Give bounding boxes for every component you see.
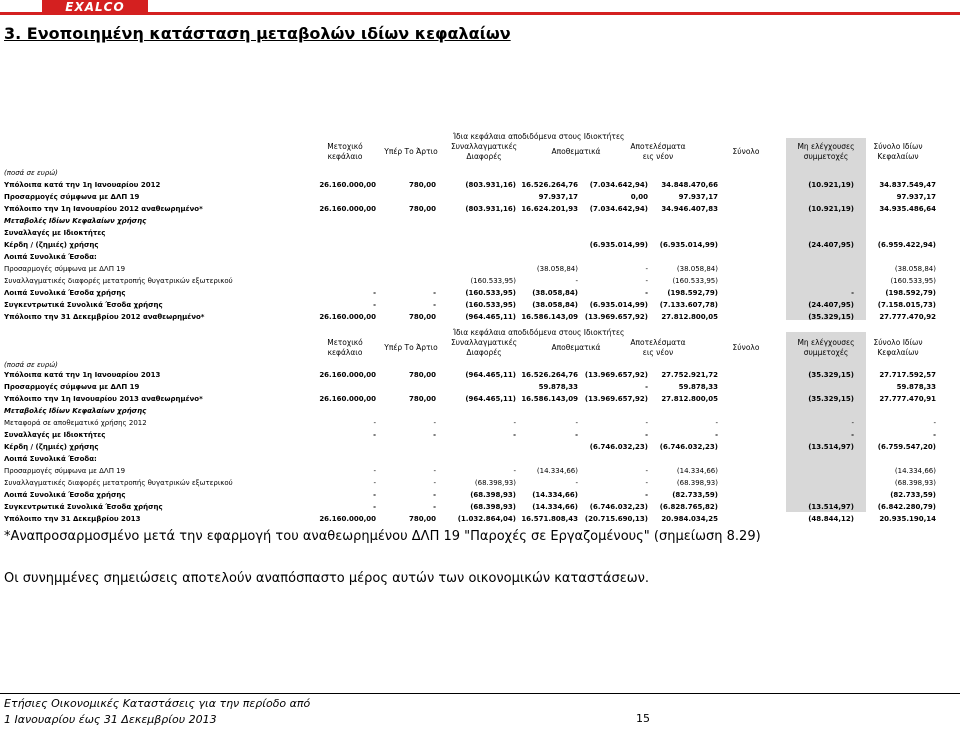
table-row xyxy=(0,288,960,299)
cell-c8: (198.592,79) xyxy=(885,289,936,297)
cell-c2: 780,00 xyxy=(408,313,436,321)
row-label: Λοιπά Συνολικά Έσοδα: xyxy=(4,253,97,261)
row-label: Συγκεντρωτικά Συνολικά Έσοδα χρήσης xyxy=(4,503,163,511)
table-row xyxy=(0,430,960,441)
cell-c1: - xyxy=(373,503,376,511)
cell-c7: (24.407,95) xyxy=(808,241,854,249)
table-row xyxy=(0,442,960,453)
cell-c8: 97.937,17 xyxy=(896,193,936,201)
cell-c5: (6.935.014,99) xyxy=(589,301,648,309)
company-logo: EXALCO xyxy=(42,0,148,15)
cell-c8: - xyxy=(933,419,936,427)
cell-c7: - xyxy=(851,431,854,439)
cell-c8: (82.733,59) xyxy=(890,491,936,499)
table-row xyxy=(0,180,960,191)
cell-c6: 20.984.034,25 xyxy=(661,515,718,523)
cell-c8: 27.777.470,91 xyxy=(879,395,936,403)
col-header-premium: Υπέρ Το Άρτιο xyxy=(384,147,438,156)
table-row xyxy=(0,192,960,203)
col-header-total: Σύνολο xyxy=(732,147,760,156)
table-row xyxy=(0,370,960,381)
row-label: Μεταφορά σε αποθεματικό χρήσης 2012 xyxy=(4,419,147,427)
row-label: Συναλλαγές με Ιδιοκτήτες xyxy=(4,431,106,439)
cell-c6: (68.398,93) xyxy=(676,479,718,487)
cell-c8: - xyxy=(933,431,936,439)
cell-c4: - xyxy=(575,419,578,427)
table-row xyxy=(0,312,960,323)
cell-c5: (7.034.642,94) xyxy=(589,205,648,213)
cell-c4: 97.937,17 xyxy=(538,193,578,201)
cell-c8: 27.717.592,57 xyxy=(879,371,936,379)
cell-c3: (964.465,11) xyxy=(465,395,516,403)
cell-c6: 27.812.800,05 xyxy=(661,313,718,321)
col-header-total: Σύνολο xyxy=(732,343,760,352)
cell-c4: 16.526.264,76 xyxy=(521,371,578,379)
cell-c3: (1.032.864,04) xyxy=(457,515,516,523)
table-row xyxy=(0,406,960,417)
cell-c3: (160.533,95) xyxy=(465,301,516,309)
col-header-share-capital: Μετοχικό κεφάλαιο xyxy=(327,338,363,357)
col-header-reserves: Αποθεματικά xyxy=(551,147,601,156)
col-header-fx: Συναλλαγματικές Διαφορές xyxy=(450,338,518,357)
cell-c3: (803.931,16) xyxy=(465,205,516,213)
cell-c2: 780,00 xyxy=(408,515,436,523)
cell-c1: 26.160.000,00 xyxy=(319,205,376,213)
row-label: Υπόλοιπο την 1η Ιανουαρίου 2013 αναθεωρημένο* xyxy=(4,395,203,403)
cell-c3: (964.465,11) xyxy=(465,371,516,379)
table-row xyxy=(0,514,960,525)
cell-c4: 59.878,33 xyxy=(538,383,578,391)
cell-c8: 34.935.486,64 xyxy=(879,205,936,213)
cell-c8: (6.959.422,94) xyxy=(877,241,936,249)
cell-c3: (160.533,95) xyxy=(465,289,516,297)
cell-c6: 27.812.800,05 xyxy=(661,395,718,403)
table-row xyxy=(0,454,960,465)
table-row xyxy=(0,228,960,239)
row-label: Υπόλοιπο την 31 Δεκεμβρίου 2013 xyxy=(4,515,141,523)
cell-c4: - xyxy=(575,277,578,285)
cell-c4: 16.526.264,76 xyxy=(521,181,578,189)
restatement-note: *Αναπροσαρμοσμένο μετά την εφαρμογή του αναθεωρημένου ΔΛΠ 19 "Παροχές σε Εργαζομένους" (σημείωση 8.29) xyxy=(4,529,761,544)
cell-c2: 780,00 xyxy=(408,181,436,189)
cell-c8: (68.398,93) xyxy=(894,479,936,487)
row-label: Λοιπά Συνολικά Έσοδα: xyxy=(4,455,97,463)
cell-c6: 59.878,33 xyxy=(678,383,718,391)
col-header-fx: Συναλλαγματικές Διαφορές xyxy=(450,142,518,161)
cell-c6: - xyxy=(715,431,718,439)
cell-c4: 16.586.143,09 xyxy=(521,395,578,403)
cell-c8: 20.935.190,14 xyxy=(879,515,936,523)
cell-c6: (6.935.014,99) xyxy=(659,241,718,249)
group-header: Ίδια κεφάλαια αποδιδόμενα στους Ιδιοκτήτες xyxy=(453,132,625,141)
cell-c3: - xyxy=(513,467,516,475)
cell-c7: (13.514,97) xyxy=(808,443,854,451)
cell-c1: 26.160.000,00 xyxy=(319,181,376,189)
table-row xyxy=(0,382,960,393)
row-label: Υπόλοιπο την 31 Δεκεμβρίου 2012 αναθεωρημένο* xyxy=(4,313,205,321)
amounts-note: (ποσά σε ευρώ) xyxy=(4,169,58,177)
col-header-reserves: Αποθεματικά xyxy=(551,343,601,352)
cell-c2: - xyxy=(433,479,436,487)
row-label: Υπόλοιπα κατά την 1η Ιανουαρίου 2013 xyxy=(4,371,161,379)
cell-c5: (20.715.690,13) xyxy=(584,515,648,523)
row-label: Συναλλαγματικές διαφορές μετατροπής θυγατρικών εξωτερικού xyxy=(4,277,233,285)
cell-c7: - xyxy=(851,419,854,427)
row-label: Συγκεντρωτικά Συνολικά Έσοδα χρήσης xyxy=(4,301,163,309)
cell-c5: - xyxy=(645,265,648,273)
cell-c4: (14.334,66) xyxy=(532,503,578,511)
cell-c6: (6.746.032,23) xyxy=(659,443,718,451)
cell-c4: - xyxy=(575,479,578,487)
cell-c5: (6.746.032,23) xyxy=(589,443,648,451)
row-label: Λοιπά Συνολικά Έσοδα χρήσης xyxy=(4,491,126,499)
row-label: Προσαρμογές σύμφωνα με ΔΛΠ 19 xyxy=(4,265,126,273)
table-row xyxy=(0,252,960,263)
cell-c5: (13.969.657,92) xyxy=(584,395,648,403)
row-label: Λοιπά Συνολικά Έσοδα χρήσης xyxy=(4,289,126,297)
cell-c5: (7.034.642,94) xyxy=(589,181,648,189)
cell-c6: 34.848.470,66 xyxy=(661,181,718,189)
cell-c1: - xyxy=(373,419,376,427)
table-row xyxy=(0,264,960,275)
cell-c3: - xyxy=(513,431,516,439)
table-row xyxy=(0,394,960,405)
row-label: Κέρδη / (ζημιές) χρήσης xyxy=(4,443,99,451)
row-label: Υπόλοιπα κατά την 1η Ιανουαρίου 2012 xyxy=(4,181,161,189)
cell-c5: (13.969.657,92) xyxy=(584,371,648,379)
table-row xyxy=(0,276,960,287)
cell-c1: 26.160.000,00 xyxy=(319,313,376,321)
cell-c1: 26.160.000,00 xyxy=(319,515,376,523)
cell-c1: - xyxy=(373,479,376,487)
cell-c7: (10.921,19) xyxy=(808,181,854,189)
cell-c1: - xyxy=(373,491,376,499)
table-row xyxy=(0,490,960,501)
cell-c5: - xyxy=(645,491,648,499)
table-row xyxy=(0,204,960,215)
cell-c5: - xyxy=(645,419,648,427)
col-header-total-equity: Σύνολο Ιδίων Κεφαλαίων xyxy=(873,142,923,161)
cell-c8: (14.334,66) xyxy=(894,467,936,475)
cell-c6: (14.334,66) xyxy=(676,467,718,475)
row-label: Κέρδη / (ζημιές) χρήσης xyxy=(4,241,99,249)
row-label: Προσαρμογές σύμφωνα με ΔΛΠ 19 xyxy=(4,193,140,201)
row-label: Συναλλαγματικές διαφορές μετατροπής θυγατρικών εξωτερικού xyxy=(4,479,233,487)
cell-c7: (35.329,15) xyxy=(808,395,854,403)
cell-c1: - xyxy=(373,289,376,297)
cell-c3: (68.398,93) xyxy=(470,491,516,499)
cell-c7: (24.407,95) xyxy=(808,301,854,309)
cell-c2: 780,00 xyxy=(408,395,436,403)
cell-c5: (6.935.014,99) xyxy=(589,241,648,249)
cell-c6: 97.937,17 xyxy=(678,193,718,201)
cell-c7: (35.329,15) xyxy=(808,371,854,379)
cell-c2: 780,00 xyxy=(408,371,436,379)
col-header-minority: Μη ελέγχουσες συμμετοχές xyxy=(797,338,855,357)
cell-c7: (13.514,97) xyxy=(808,503,854,511)
page-title: 3. Ενοποιημένη κατάσταση μεταβολών ιδίων κεφαλαίων xyxy=(4,24,511,43)
cell-c5: (6.746.032,23) xyxy=(589,503,648,511)
cell-c5: (13.969.657,92) xyxy=(584,313,648,321)
cell-c7: - xyxy=(851,289,854,297)
col-header-premium: Υπέρ Το Άρτιο xyxy=(384,343,438,352)
cell-c5: - xyxy=(645,383,648,391)
cell-c2: - xyxy=(433,503,436,511)
group-header: Ίδια κεφάλαια αποδιδόμενα στους Ιδιοκτήτες xyxy=(453,328,625,337)
row-label: Υπόλοιπο την 1η Ιανουαρίου 2012 αναθεωρημένο* xyxy=(4,205,203,213)
cell-c1: 26.160.000,00 xyxy=(319,371,376,379)
amounts-note: (ποσά σε ευρώ) xyxy=(4,361,58,369)
cell-c2: 780,00 xyxy=(408,205,436,213)
cell-c5: - xyxy=(645,431,648,439)
cell-c6: (198.592,79) xyxy=(667,289,718,297)
cell-c8: 59.878,33 xyxy=(896,383,936,391)
table-row xyxy=(0,466,960,477)
table-row xyxy=(0,478,960,489)
row-label: Προσαρμογές σύμφωνα με ΔΛΠ 19 xyxy=(4,383,140,391)
cell-c6: (38.058,84) xyxy=(676,265,718,273)
cell-c2: - xyxy=(433,289,436,297)
cell-c5: - xyxy=(645,277,648,285)
cell-c8: 27.777.470,92 xyxy=(879,313,936,321)
cell-c7: (10.921,19) xyxy=(808,205,854,213)
footer-divider xyxy=(0,693,960,694)
table-row xyxy=(0,216,960,227)
cell-c5: - xyxy=(645,289,648,297)
row-label: Προσαρμογές σύμφωνα με ΔΛΠ 19 xyxy=(4,467,126,475)
cell-c8: (6.842.280,79) xyxy=(877,503,936,511)
cell-c3: (160.533,95) xyxy=(470,277,516,285)
cell-c3: (803.931,16) xyxy=(465,181,516,189)
page-number: 15 xyxy=(636,712,650,725)
cell-c4: (14.334,66) xyxy=(532,491,578,499)
footer-line-2: 1 Ιανουαρίου έως 31 Δεκεμβρίου 2013 xyxy=(4,713,217,726)
cell-c7: (35.329,15) xyxy=(808,313,854,321)
cell-c2: - xyxy=(433,419,436,427)
footer-line-1: Ετήσιες Οικονομικές Καταστάσεις για την περίοδο από xyxy=(4,697,311,710)
table-row xyxy=(0,502,960,513)
cell-c4: - xyxy=(575,431,578,439)
cell-c5: - xyxy=(645,479,648,487)
col-header-total-equity: Σύνολο Ιδίων Κεφαλαίων xyxy=(873,338,923,357)
col-header-minority: Μη ελέγχουσες συμμετοχές xyxy=(797,142,855,161)
cell-c4: (14.334,66) xyxy=(536,467,578,475)
notes-statement: Οι συνημμένες σημειώσεις αποτελούν αναπόσπαστο μέρος αυτών των οικονομικών καταστάσεων. xyxy=(4,571,650,586)
cell-c2: - xyxy=(433,491,436,499)
cell-c6: - xyxy=(715,419,718,427)
row-label: Μεταβολές Ιδίων Κεφαλαίων χρήσης xyxy=(4,217,147,225)
cell-c8: (160.533,95) xyxy=(890,277,936,285)
cell-c2: - xyxy=(433,301,436,309)
cell-c6: (7.133.607,78) xyxy=(659,301,718,309)
col-header-retained: Αποτελέσματα εις νέον xyxy=(630,142,686,161)
cell-c4: 16.586.143,09 xyxy=(521,313,578,321)
table-row xyxy=(0,300,960,311)
cell-c3: (68.398,93) xyxy=(474,479,516,487)
row-label: Συναλλαγές με Ιδιοκτήτες xyxy=(4,229,106,237)
cell-c1: 26.160.000,00 xyxy=(319,395,376,403)
cell-c4: (38.058,84) xyxy=(532,301,578,309)
table-row xyxy=(0,240,960,251)
cell-c2: - xyxy=(433,467,436,475)
cell-c4: 16.624.201,93 xyxy=(521,205,578,213)
cell-c8: 34.837.549,47 xyxy=(879,181,936,189)
cell-c7: (48.844,12) xyxy=(808,515,854,523)
cell-c3: (68.398,93) xyxy=(470,503,516,511)
cell-c6: (160.533,95) xyxy=(672,277,718,285)
cell-c2: - xyxy=(433,431,436,439)
cell-c1: - xyxy=(373,467,376,475)
cell-c5: 0,00 xyxy=(630,193,648,201)
footer xyxy=(4,696,310,728)
cell-c1: - xyxy=(373,301,376,309)
cell-c1: - xyxy=(373,431,376,439)
cell-c3: (964.465,11) xyxy=(465,313,516,321)
cell-c8: (38.058,84) xyxy=(894,265,936,273)
cell-c8: (6.759.547,20) xyxy=(877,443,936,451)
cell-c4: (38.058,84) xyxy=(536,265,578,273)
cell-c6: 27.752.921,72 xyxy=(661,371,718,379)
cell-c5: - xyxy=(645,467,648,475)
cell-c6: 34.946.407,83 xyxy=(661,205,718,213)
cell-c4: 16.571.808,43 xyxy=(521,515,578,523)
cell-c6: (6.828.765,82) xyxy=(659,503,718,511)
col-header-share-capital: Μετοχικό κεφάλαιο xyxy=(327,142,363,161)
row-label: Μεταβολές Ιδίων Κεφαλαίων χρήσης xyxy=(4,407,147,415)
cell-c3: - xyxy=(513,419,516,427)
cell-c8: (7.158.015,73) xyxy=(877,301,936,309)
cell-c6: (82.733,59) xyxy=(672,491,718,499)
cell-c4: (38.058,84) xyxy=(532,289,578,297)
col-header-retained: Αποτελέσματα εις νέον xyxy=(630,338,686,357)
table-row xyxy=(0,418,960,429)
